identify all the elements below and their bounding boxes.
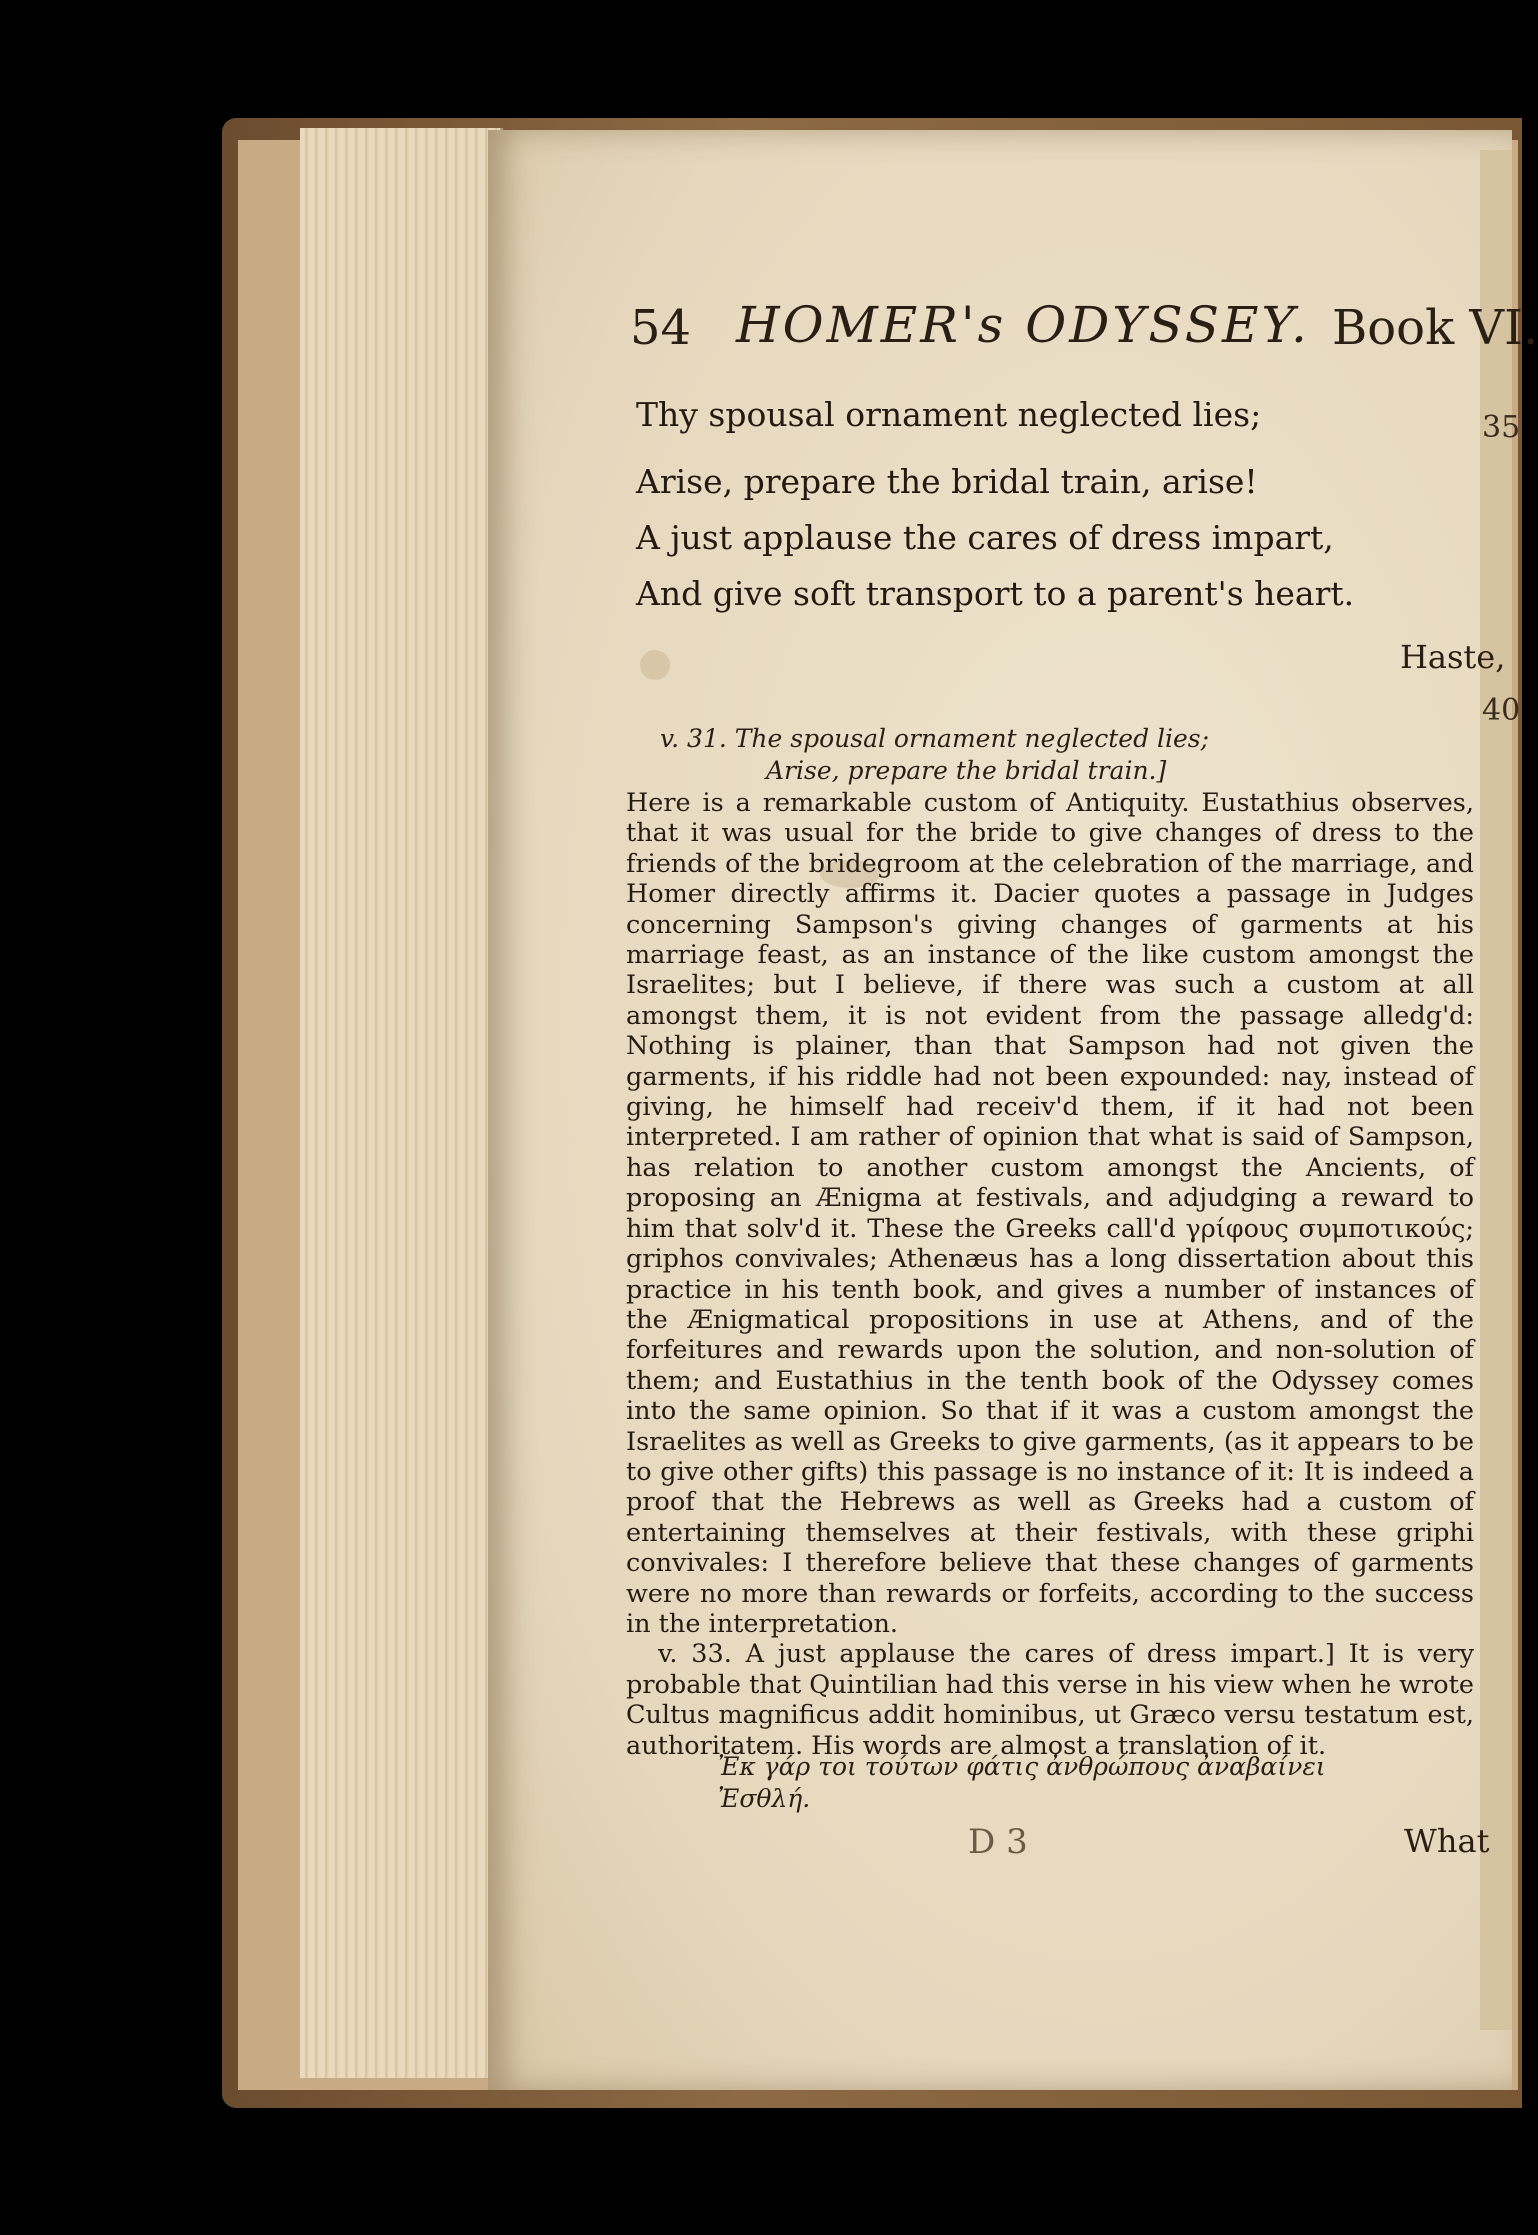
greek-quotation: Ἐσθλή. [718,1784,811,1813]
margin-number: 40 [1482,693,1521,728]
paper-stain [640,650,670,680]
margin-number: 35 [1482,410,1521,445]
verse-line: Thy spousal ornament neglected lies; [636,395,1262,434]
catchword-bottom: What [1404,1822,1490,1860]
note-reference: v. 31. The spousal ornament neglected lies; [660,724,1210,753]
signature-mark: D 3 [968,1822,1028,1862]
greek-quotation: Ἐκ γάρ τοι τούτων φάτις ἀνθρώπους ἀναβαίνει [718,1752,1326,1781]
page-number: 54 [630,300,692,356]
page-edges [300,128,503,2078]
verse-line: A just applause the cares of dress impart, [636,518,1334,557]
note-paragraph: Here is a remarkable custom of Antiquity. Eustathius observes, that it was usual for the bride to give changes of dress to the friends of the bridegroom at the celebration of the marriage, and Homer directly affirms it. Dacier quotes a passage in Judges concerning Sampson's giving changes of garments at his marriage feast, as an instance of the like custom amongst the Israelites; but I believe, if there was such a custom at all amongst them, it is not evident from the passage alledg'd: Nothing is plainer, than that Sampson had not given the garments, if his riddle had not been expounded: nay, instead of giving, he himself had receiv'd them, if it had not been interpreted. I am rather of opinion that what is said of Sampson, has relation to another custom amongst the Ancients, of proposing an Ænigma at festivals, and adjudging a reward to him that solv'd it. These the Greeks call'd γρίφους συμποτικούς; griphos convivales; Athenæus has a long dissertation about this practice in his tenth book, and gives a number of instances of the Ænigmatical propositions in use at Athens, and of the forfeitures and rewards upon the solution, and non-solution of them; and Eustathius in the tenth book of the Odyssey comes into the same opinion. So that if it was a custom amongst the Israelites as well as Greeks to give garments, (as it appears to be to give other gifts) this passage is no instance of it: It is indeed a proof that the Hebrews as well as Greeks had a custom of entertaining themselves at their festivals, with these griphi convivales: I therefore believe that these changes of garments were no more than rewards or forfeits, according to the success in the interpretation. [626,788,1474,1639]
verse-line: Arise, prepare the bridal train, arise! [636,462,1258,501]
page-header [630,290,1538,380]
verse-line: And give soft transport to a parent's heart. [636,574,1355,613]
running-title: HOMER's ODYSSEY. [736,296,1310,354]
notes-block [626,788,1474,1761]
book-label: Book VI. [1332,300,1538,356]
catchword-top: Haste, [1400,638,1506,676]
note-reference: Arise, prepare the bridal train.] [766,756,1167,785]
note-paragraph: v. 33. A just applause the cares of dress impart.] It is very probable that Quintilian had this verse in his view when he wrote Cultus magnificus addit hominibus, ut Græco versu testatum est, authoritatem. His words are almost a translation of it. [626,1639,1474,1761]
